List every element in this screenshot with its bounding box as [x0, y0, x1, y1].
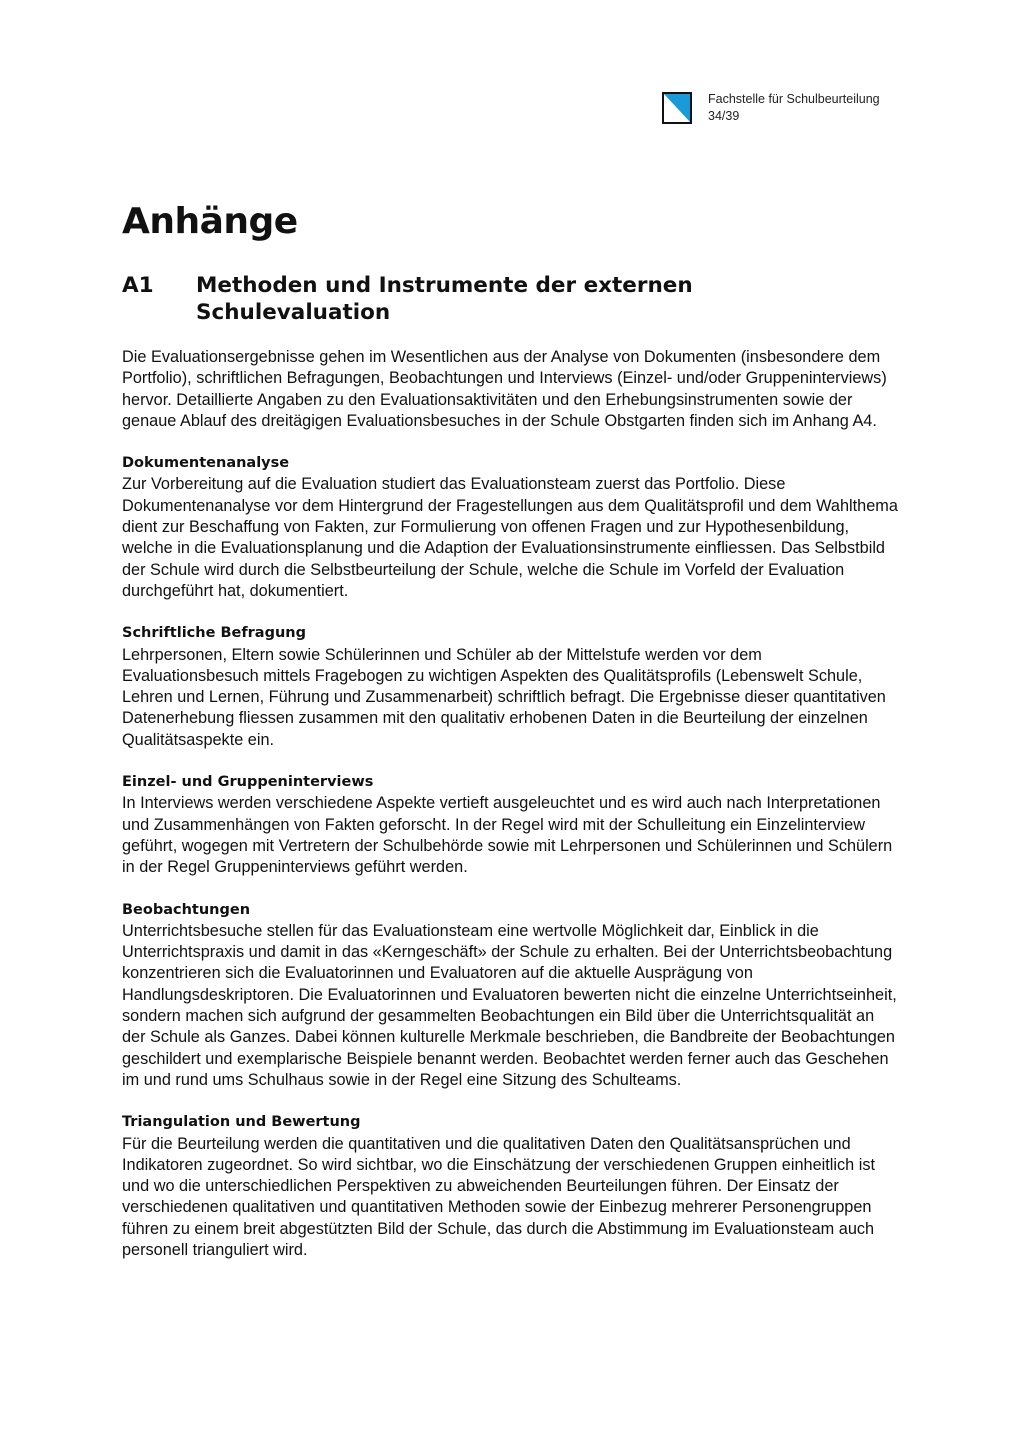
subsection-heading: Einzel- und Gruppeninterviews: [122, 774, 374, 791]
subsection-interviews: [122, 772, 902, 878]
subsection-heading: Beobachtungen: [122, 901, 251, 918]
section-heading: [122, 272, 882, 326]
section-title: Methoden und Instrumente der externen Schulevaluation: [196, 273, 693, 325]
subsection-beobachtungen: [122, 900, 902, 1092]
canton-zurich-shield-icon: [662, 92, 692, 124]
header-page-number: 34/39: [708, 109, 740, 123]
page-title: Anhänge: [122, 201, 298, 242]
logo-blue-half: [663, 93, 691, 123]
subsection-triangulation: [122, 1112, 902, 1261]
subsection-dokumentenanalyse: [122, 453, 902, 602]
body-content: [122, 347, 902, 1261]
page-header: [662, 91, 880, 125]
subsection-text: Zur Vorbereitung auf die Evaluation studiert das Evaluationsteam zuerst das Portfolio. Diese Dokumentenanalyse vor dem Hintergrund der Fragestellungen aus dem Qualitätsprofil und dem Wahlthema dient zur Beschaffung von Fakten, zur Formulierung von offenen Fragen und zur Hypothesenbildung, welche in die Evaluationsplanung und die Adaption der Evaluationsinstrumente einfliessen. Das Selbstbild der Schule wird durch die Selbstbeurteilung der Schule, welche die Schule im Vorfeld der Evaluation durchgeführt hat, dokumentiert.: [122, 475, 898, 600]
subsection-text: In Interviews werden verschiedene Aspekte vertieft ausgeleuchtet und es wird auch nach Interpretationen und Zusammenhängen von Fakten geforscht. In der Regel wird mit der Schulleitung ein Einzelinterview geführt, wogegen mit Vertretern der Schulbehörde sowie mit Lehrpersonen und Schülerinnen und Schülern in der Regel Gruppeninterviews geführt werden.: [122, 794, 893, 877]
subsection-text: Unterrichtsbesuche stellen für das Evaluationsteam eine wertvolle Möglichkeit dar, Einblick in die Unterrichtspraxis und damit in das «Kerngeschäft» der Schule zu erhalten. Bei der Unterrichtsbeobachtung konzentrieren sich die Evaluatorinnen und Evaluatoren auf die aktuelle Ausprägung von Handlungsdeskriptoren. Die Evaluatorinnen und Evaluatoren bewerten nicht die einzelne Unterrichtseinheit, sondern machen sich aufgrund der gesammelten Beobachtungen ein Bild über die Unterrichtsqualität an der Schule als Ganzes. Dabei können kulturelle Merkmale beschrieben, die Bandbreite der Beobachtungen geschildert und exemplarische Beispiele benannt werden. Beobachtet werden ferner auch das Geschehen im und rund ums Schulhaus sowie in der Regel eine Sitzung des Schulteams.: [122, 921, 897, 1089]
subsection-text: Lehrpersonen, Eltern sowie Schülerinnen und Schüler ab der Mittelstufe werden vor dem Evaluationsbesuch mittels Fragebogen zu wichtigen Aspekten des Qualitätsprofils (Lebenswelt Schule, Lehren und Lernen, Führung und Zusammenarbeit) schriftlich befragt. Die Ergebnisse dieser quantitativen Datenerhebung fliessen zusammen mit den qualitativ erhobenen Daten in die Beurteilung der einzelnen Qualitätsaspekte ein.: [122, 645, 886, 749]
intro-paragraph: Die Evaluationsergebnisse gehen im Wesentlichen aus der Analyse von Dokumenten (insbesondere dem Portfolio), schriftlichen Befragungen, Beobachtungen und Interviews (Einzel- und/oder Gruppeninterviews) hervor. Detaillierte Angaben zu den Evaluationsaktivitäten und den Erhebungsinstrumenten sowie der genaue Ablauf des dreitägigen Evaluationsbesuches in der Schule Obstgarten finden sich im Anhang A4.: [122, 348, 887, 430]
header-organization: Fachstelle für Schulbeurteilung: [708, 92, 880, 106]
subsection-heading: Dokumentenanalyse: [122, 455, 290, 472]
subsection-heading: Triangulation und Bewertung: [122, 1114, 361, 1131]
subsection-schriftliche-befragung: [122, 623, 902, 751]
subsection-text: Für die Beurteilung werden die quantitativen und die qualitativen Daten den Qualitätsansprüchen und Indikatoren zugeordnet. So wird sichtbar, wo die Einschätzung der verschiedenen Gruppen einheitlich ist und wo die unterschiedlichen Perspektiven zu abweichenden Beurteilungen führen. Der Einsatz der verschiedenen qualitativen und quantitativen Methoden sowie der Einbezug mehrerer Personengruppen führen zu einem breit abgestützten Bild der Schule, das durch die Abstimmung im Evaluationsteam auch personell trianguliert wird.: [122, 1134, 875, 1259]
subsection-heading: Schriftliche Befragung: [122, 625, 306, 642]
header-text: [708, 91, 880, 125]
section-number: A1: [122, 273, 154, 298]
